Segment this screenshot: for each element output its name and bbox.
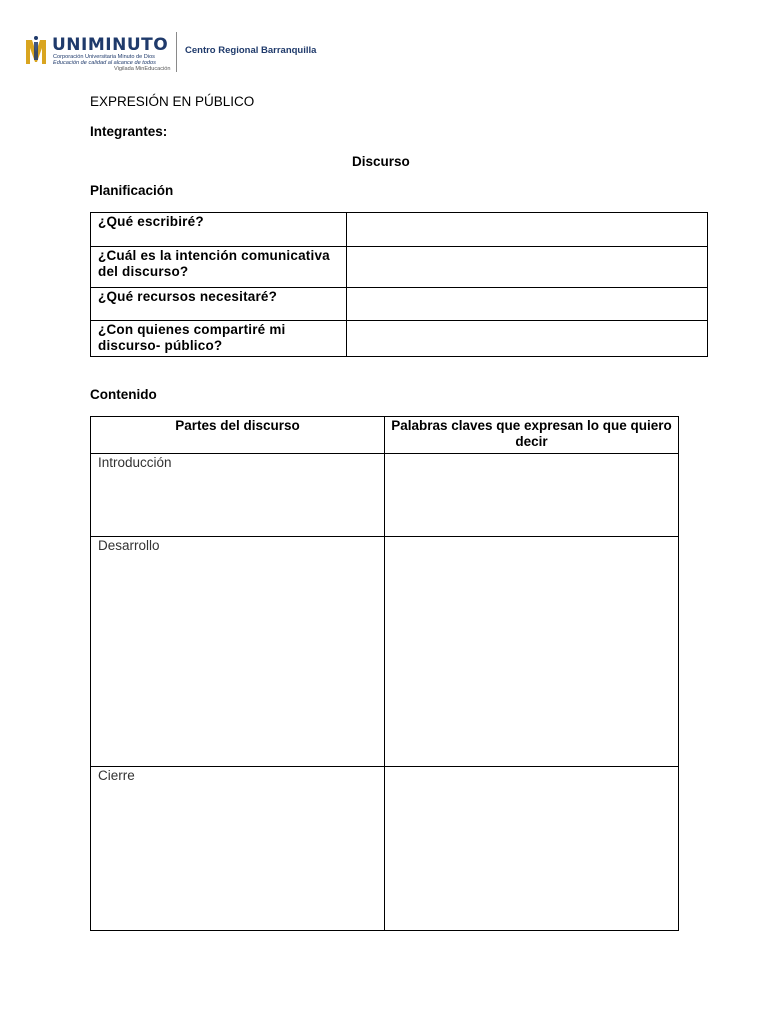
- content-table: [90, 416, 679, 931]
- table-row: [91, 767, 679, 931]
- region-name: Centro Regional Barranquilla: [185, 45, 317, 56]
- keywords-cell[interactable]: [385, 767, 679, 931]
- table-row: [91, 454, 679, 537]
- brand-line-1: Corporación Universitaria Minuto de Dios: [53, 54, 155, 60]
- document-title: EXPRESIÓN EN PÚBLICO: [90, 94, 255, 109]
- keywords-cell[interactable]: [385, 454, 679, 537]
- planning-table: [90, 212, 708, 357]
- planning-answer-cell[interactable]: [347, 247, 708, 288]
- planning-question: ¿Qué escribiré?: [91, 213, 347, 247]
- brand-name: UNIMINUTO: [52, 35, 169, 55]
- planning-question: ¿Con quienes compartiré mi discurso- público?: [91, 321, 347, 357]
- table-row: [91, 321, 708, 357]
- table-header-row: [91, 417, 679, 454]
- planning-answer-cell[interactable]: [347, 288, 708, 321]
- members-label: Integrantes:: [90, 124, 168, 139]
- brand-line-2: Educación de calidad al alcance de todos: [53, 60, 156, 66]
- document-subtitle: Discurso: [352, 154, 410, 169]
- content-heading: Contenido: [90, 387, 157, 402]
- column-header-parts: Partes del discurso: [91, 417, 385, 454]
- table-row: [91, 288, 708, 321]
- keywords-cell[interactable]: [385, 537, 679, 767]
- header-logo: [24, 30, 324, 74]
- column-header-keywords: Palabras claves que expresan lo que quiero decir: [385, 417, 679, 454]
- part-label-closing: Cierre: [91, 767, 385, 931]
- planning-answer-cell[interactable]: [347, 213, 708, 247]
- part-label-development: Desarrollo: [91, 537, 385, 767]
- part-label-introduction: Introducción: [91, 454, 385, 537]
- table-row: [91, 247, 708, 288]
- table-row: [91, 537, 679, 767]
- table-row: [91, 213, 708, 247]
- uniminuto-md-logo-icon: [24, 34, 50, 68]
- logo-divider: [176, 32, 177, 72]
- brand-line-3: Vigilada MinEducación: [114, 66, 171, 72]
- planning-question: ¿Qué recursos necesitaré?: [91, 288, 347, 321]
- planning-answer-cell[interactable]: [347, 321, 708, 357]
- planning-question: ¿Cuál es la intención comunicativa del discurso?: [91, 247, 347, 288]
- planning-heading: Planificación: [90, 183, 174, 198]
